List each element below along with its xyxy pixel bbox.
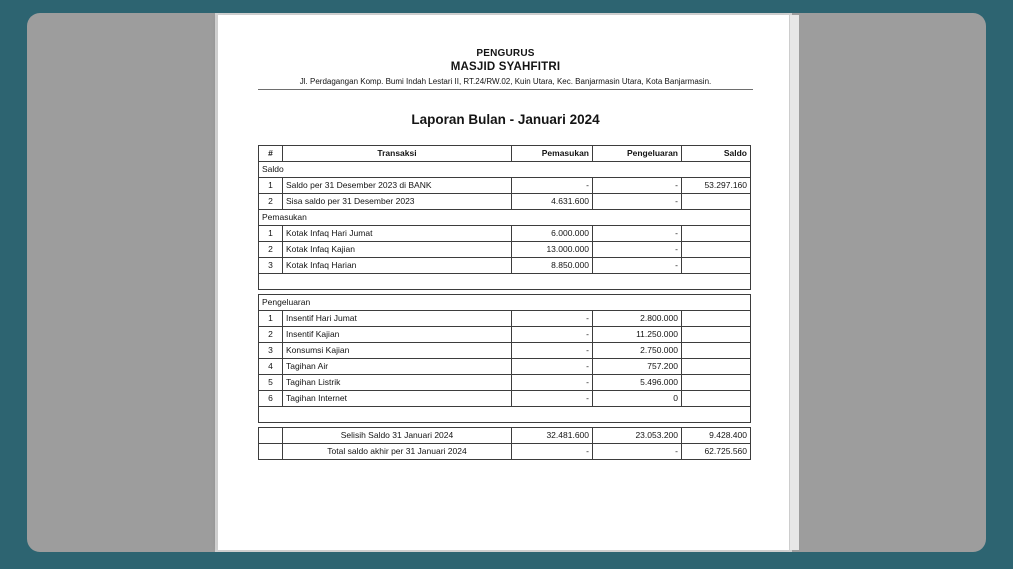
cell-pengeluaran: 11.250.000	[593, 327, 682, 343]
table-row-data	[259, 391, 751, 407]
cell-transaksi: Saldo per 31 Desember 2023 di BANK	[283, 178, 512, 194]
column-header: Pengeluaran	[593, 146, 682, 162]
cell-saldo	[682, 311, 751, 327]
report-table-block	[258, 427, 751, 460]
cell-saldo	[682, 194, 751, 210]
table-row-data	[259, 178, 751, 194]
cell-pengeluaran: 5.496.000	[593, 375, 682, 391]
column-header: #	[259, 146, 283, 162]
cell-pemasukan: 4.631.600	[512, 194, 593, 210]
cell-saldo	[682, 375, 751, 391]
cell-pemasukan: -	[512, 327, 593, 343]
cell-num: 1	[259, 178, 283, 194]
cell-transaksi: Konsumsi Kajian	[283, 343, 512, 359]
cell-pemasukan: 32.481.600	[512, 428, 593, 444]
table-row-data	[259, 226, 751, 242]
cell-transaksi: Insentif Hari Jumat	[283, 311, 512, 327]
table-row-data	[259, 311, 751, 327]
cell-transaksi: Insentif Kajian	[283, 327, 512, 343]
cell-saldo: 62.725.560	[682, 444, 751, 460]
cell-transaksi: Tagihan Air	[283, 359, 512, 375]
column-header: Saldo	[682, 146, 751, 162]
column-header: Pemasukan	[512, 146, 593, 162]
table-row-summary	[259, 428, 751, 444]
table-row-section	[259, 210, 751, 226]
cell-saldo	[682, 258, 751, 274]
table-row-data	[259, 258, 751, 274]
cell-num: 3	[259, 258, 283, 274]
section-label: Saldo	[259, 162, 751, 178]
table-row-header	[259, 146, 751, 162]
document-content	[218, 15, 789, 460]
spacer-cell	[259, 274, 751, 290]
section-label: Pengeluaran	[259, 295, 751, 311]
report-table-block	[258, 145, 751, 290]
cell-pengeluaran: -	[593, 194, 682, 210]
document-header	[258, 48, 753, 90]
cell-pengeluaran: -	[593, 242, 682, 258]
cell-saldo	[682, 242, 751, 258]
cell-saldo: 53.297.160	[682, 178, 751, 194]
cell-pemasukan: 6.000.000	[512, 226, 593, 242]
cell-num	[259, 428, 283, 444]
cell-saldo	[682, 359, 751, 375]
table-row-data	[259, 242, 751, 258]
cell-num	[259, 444, 283, 460]
cell-pengeluaran: 0	[593, 391, 682, 407]
column-header: Transaksi	[283, 146, 512, 162]
cell-saldo	[682, 327, 751, 343]
report-table-block	[258, 294, 751, 423]
spacer-cell	[259, 407, 751, 423]
cell-num: 6	[259, 391, 283, 407]
report-title: Laporan Bulan - Januari 2024	[411, 112, 600, 127]
viewer-window	[27, 13, 986, 552]
cell-saldo	[682, 391, 751, 407]
cell-pengeluaran: 23.053.200	[593, 428, 682, 444]
cell-pemasukan: -	[512, 444, 593, 460]
table-row-section	[259, 295, 751, 311]
cell-pengeluaran: -	[593, 226, 682, 242]
cell-transaksi: Selisih Saldo 31 Januari 2024	[283, 428, 512, 444]
cell-num: 1	[259, 311, 283, 327]
table-row-data	[259, 194, 751, 210]
document-page	[218, 15, 789, 550]
table-row-data	[259, 375, 751, 391]
cell-pengeluaran: -	[593, 258, 682, 274]
cell-transaksi: Total saldo akhir per 31 Januari 2024	[283, 444, 512, 460]
org-line1: PENGURUS	[476, 48, 535, 59]
cell-pemasukan: 8.850.000	[512, 258, 593, 274]
cell-transaksi: Kotak Infaq Hari Jumat	[283, 226, 512, 242]
header-divider	[258, 89, 753, 90]
cell-num: 3	[259, 343, 283, 359]
scrollbar-track[interactable]	[790, 15, 799, 550]
cell-saldo	[682, 343, 751, 359]
cell-num: 5	[259, 375, 283, 391]
cell-pengeluaran: 2.800.000	[593, 311, 682, 327]
cell-pengeluaran: 2.750.000	[593, 343, 682, 359]
cell-transaksi: Kotak Infaq Kajian	[283, 242, 512, 258]
org-line2: MASJID SYAHFITRI	[450, 61, 561, 73]
table-row-blank	[259, 274, 751, 290]
cell-transaksi: Tagihan Internet	[283, 391, 512, 407]
cell-pemasukan: -	[512, 178, 593, 194]
cell-pemasukan: -	[512, 375, 593, 391]
cell-num: 2	[259, 327, 283, 343]
report-table-area	[258, 145, 753, 460]
cell-num: 4	[259, 359, 283, 375]
table-row-blank	[259, 407, 751, 423]
cell-pemasukan: -	[512, 311, 593, 327]
cell-pemasukan: -	[512, 343, 593, 359]
table-row-summary	[259, 444, 751, 460]
cell-pemasukan: 13.000.000	[512, 242, 593, 258]
cell-pemasukan: -	[512, 359, 593, 375]
cell-num: 2	[259, 242, 283, 258]
table-row-section	[259, 162, 751, 178]
org-address: Jl. Perdagangan Komp. Bumi Indah Lestari II, RT.24/RW.02, Kuin Utara, Kec. Banjarmasin Utara, Kota Banjarmasin.	[299, 77, 712, 86]
cell-pengeluaran: -	[593, 444, 682, 460]
cell-num: 1	[259, 226, 283, 242]
section-label: Pemasukan	[259, 210, 751, 226]
cell-transaksi: Kotak Infaq Harian	[283, 258, 512, 274]
cell-num: 2	[259, 194, 283, 210]
cell-transaksi: Tagihan Listrik	[283, 375, 512, 391]
table-row-data	[259, 327, 751, 343]
table-row-data	[259, 343, 751, 359]
table-row-data	[259, 359, 751, 375]
cell-transaksi: Sisa saldo per 31 Desember 2023	[283, 194, 512, 210]
cell-pemasukan: -	[512, 391, 593, 407]
cell-pengeluaran: 757.200	[593, 359, 682, 375]
cell-pengeluaran: -	[593, 178, 682, 194]
cell-saldo: 9.428.400	[682, 428, 751, 444]
cell-saldo	[682, 226, 751, 242]
